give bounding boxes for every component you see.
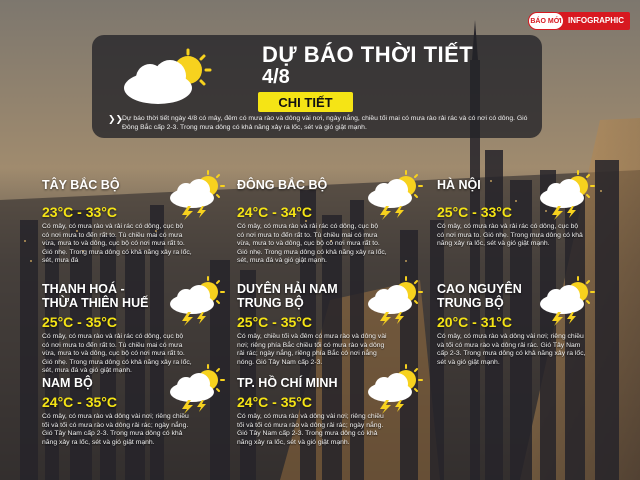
region-desc: Có mây, có mưa rào và rải rác có dông, cục bộ có nơi mưa to đến rất to. Tù chiều mai có mưa vừa, mưa to và dông, cục bộ có nơi mưa rất to. Gió nhẹ. Trong mưa dông có khả năng xảy ra lốc, sét, mưa đá xyxy=(42,223,192,265)
region-temp: 24°C - 35°C xyxy=(42,394,118,410)
region-desc: Có mây, có mưa rào và rải rác có dông, cục bộ có nơi mưa to đến rất to. Tù chiều mai có mưa vừa, mưa to và dông, cục bộ có nơi mưa rất to. Gió nhẹ. Trong mưa dông có khả năng xảy ra lốc, sét, mưa đá và gió giật mạnh. xyxy=(42,333,192,375)
brand-badge: BÁO MỚI xyxy=(528,12,564,30)
region-card-ha-noi[interactable] xyxy=(437,178,627,249)
region-name: TÂY BẮC BỘ xyxy=(42,178,120,192)
region-desc: Có mây, chiều tối và đêm có mưa rào và dông vài nơi; riêng phía Bắc chiều tối có mưa rào và dông rải rác; ngày nắng, riêng phía Bắc có nơi nắng nóng. Gió Tây Nam cấp 2-3. xyxy=(237,333,387,366)
partly-cloudy-icon xyxy=(118,48,218,108)
region-name: NAM BỘ xyxy=(42,376,93,390)
brand-logo[interactable] xyxy=(528,12,630,30)
thunderstorm-sun-icon xyxy=(538,170,596,225)
region-desc: Có mây, có mưa rào và dông vài nơi; riêng chiều và tối có mưa rào và dông rải rác. Gió Tây Nam cấp 2-3. Trong mưa dông có khả năng xảy ra lốc, sét và gió giật mạnh. xyxy=(437,333,586,366)
region-name: HÀ NỘI xyxy=(437,178,481,192)
thunderstorm-sun-icon xyxy=(168,276,226,331)
forecast-summary: Dự báo thời tiết ngày 4/8 có mây, đêm có mưa rào và dông vài nơi, ngày nắng, chiều tối mai có mưa rào rải rác và có nơi có dông. Gió Đông Bắc cấp 2-3. Trong mưa dông có khả năng xảy ra lốc, sét và gió giật mạnh. xyxy=(122,115,528,131)
region-temp: 25°C - 35°C xyxy=(237,314,313,330)
thunderstorm-sun-icon xyxy=(168,364,226,419)
page-title: DỰ BÁO THỜI TIẾT xyxy=(262,42,474,67)
thunderstorm-sun-icon xyxy=(366,276,424,331)
forecast-date: 4/8 xyxy=(262,66,290,88)
thunderstorm-sun-icon xyxy=(366,170,424,225)
thunderstorm-sun-icon xyxy=(538,276,596,331)
region-card-cao-nguyen-trung-bo[interactable] xyxy=(437,282,627,367)
region-temp: 25°C - 35°C xyxy=(42,314,118,330)
region-name: THANH HOÁ - THỪA THIÊN HUẾ xyxy=(42,282,149,310)
region-temp: 25°C - 33°C xyxy=(437,204,513,220)
region-temp: 23°C - 33°C xyxy=(42,204,118,220)
region-name: CAO NGUYÊN TRUNG BỘ xyxy=(437,282,522,310)
region-desc: Có mây, có mưa rào và rải rác có dông, cục bộ có nơi mưa to. Gió nhẹ. Trong mưa dông có khả năng xảy ra lốc, sét và gió giật mạnh. xyxy=(437,223,583,248)
detail-button[interactable]: CHI TIẾT xyxy=(258,92,353,112)
region-temp: 24°C - 35°C xyxy=(237,394,313,410)
region-name: ĐÔNG BẮC BỘ xyxy=(237,178,328,192)
region-desc: Có mây, có mưa rào và dông vài nơi; riêng chiều tối và tối có mưa rào và dông rải rác; ngày nắng. Gió Tây Nam cấp 2-3. Trong mưa dông có khả năng xảy ra lốc, sét và gió giật mạnh. xyxy=(42,413,189,446)
region-desc: Có mây, có mưa rào và dông vài nơi; riêng chiều tối và tối có mưa rào và dông rải rác; ngày nắng. Gió Tây Nam cấp 2-3. Trong mưa dông có khả năng xảy ra lốc, sét và gió giật mạnh. xyxy=(237,413,384,446)
region-name: TP. HỒ CHÍ MINH xyxy=(237,376,338,390)
region-temp: 20°C - 31°C xyxy=(437,314,513,330)
region-desc: Có mây, có mưa rào và rải rác có dông, cục bộ có nơi mưa to đến rất to. Tù chiều mai có mưa vừa, mưa to và dông, cục bộ có nơi mưa rất to. Gió nhẹ. Trong mưa dông có khả năng xảy ra lốc, sét, mưa đá và gió giật mạnh. xyxy=(237,223,387,265)
thunderstorm-sun-icon xyxy=(366,364,424,419)
region-temp: 24°C - 34°C xyxy=(237,204,313,220)
thunderstorm-sun-icon xyxy=(168,170,226,225)
infographic-tag: INFOGRAPHIC xyxy=(558,12,630,30)
chevron-right-icon: ❯❯ xyxy=(108,114,124,124)
region-name: DUYÊN HẢI NAM TRUNG BỘ xyxy=(237,282,338,310)
